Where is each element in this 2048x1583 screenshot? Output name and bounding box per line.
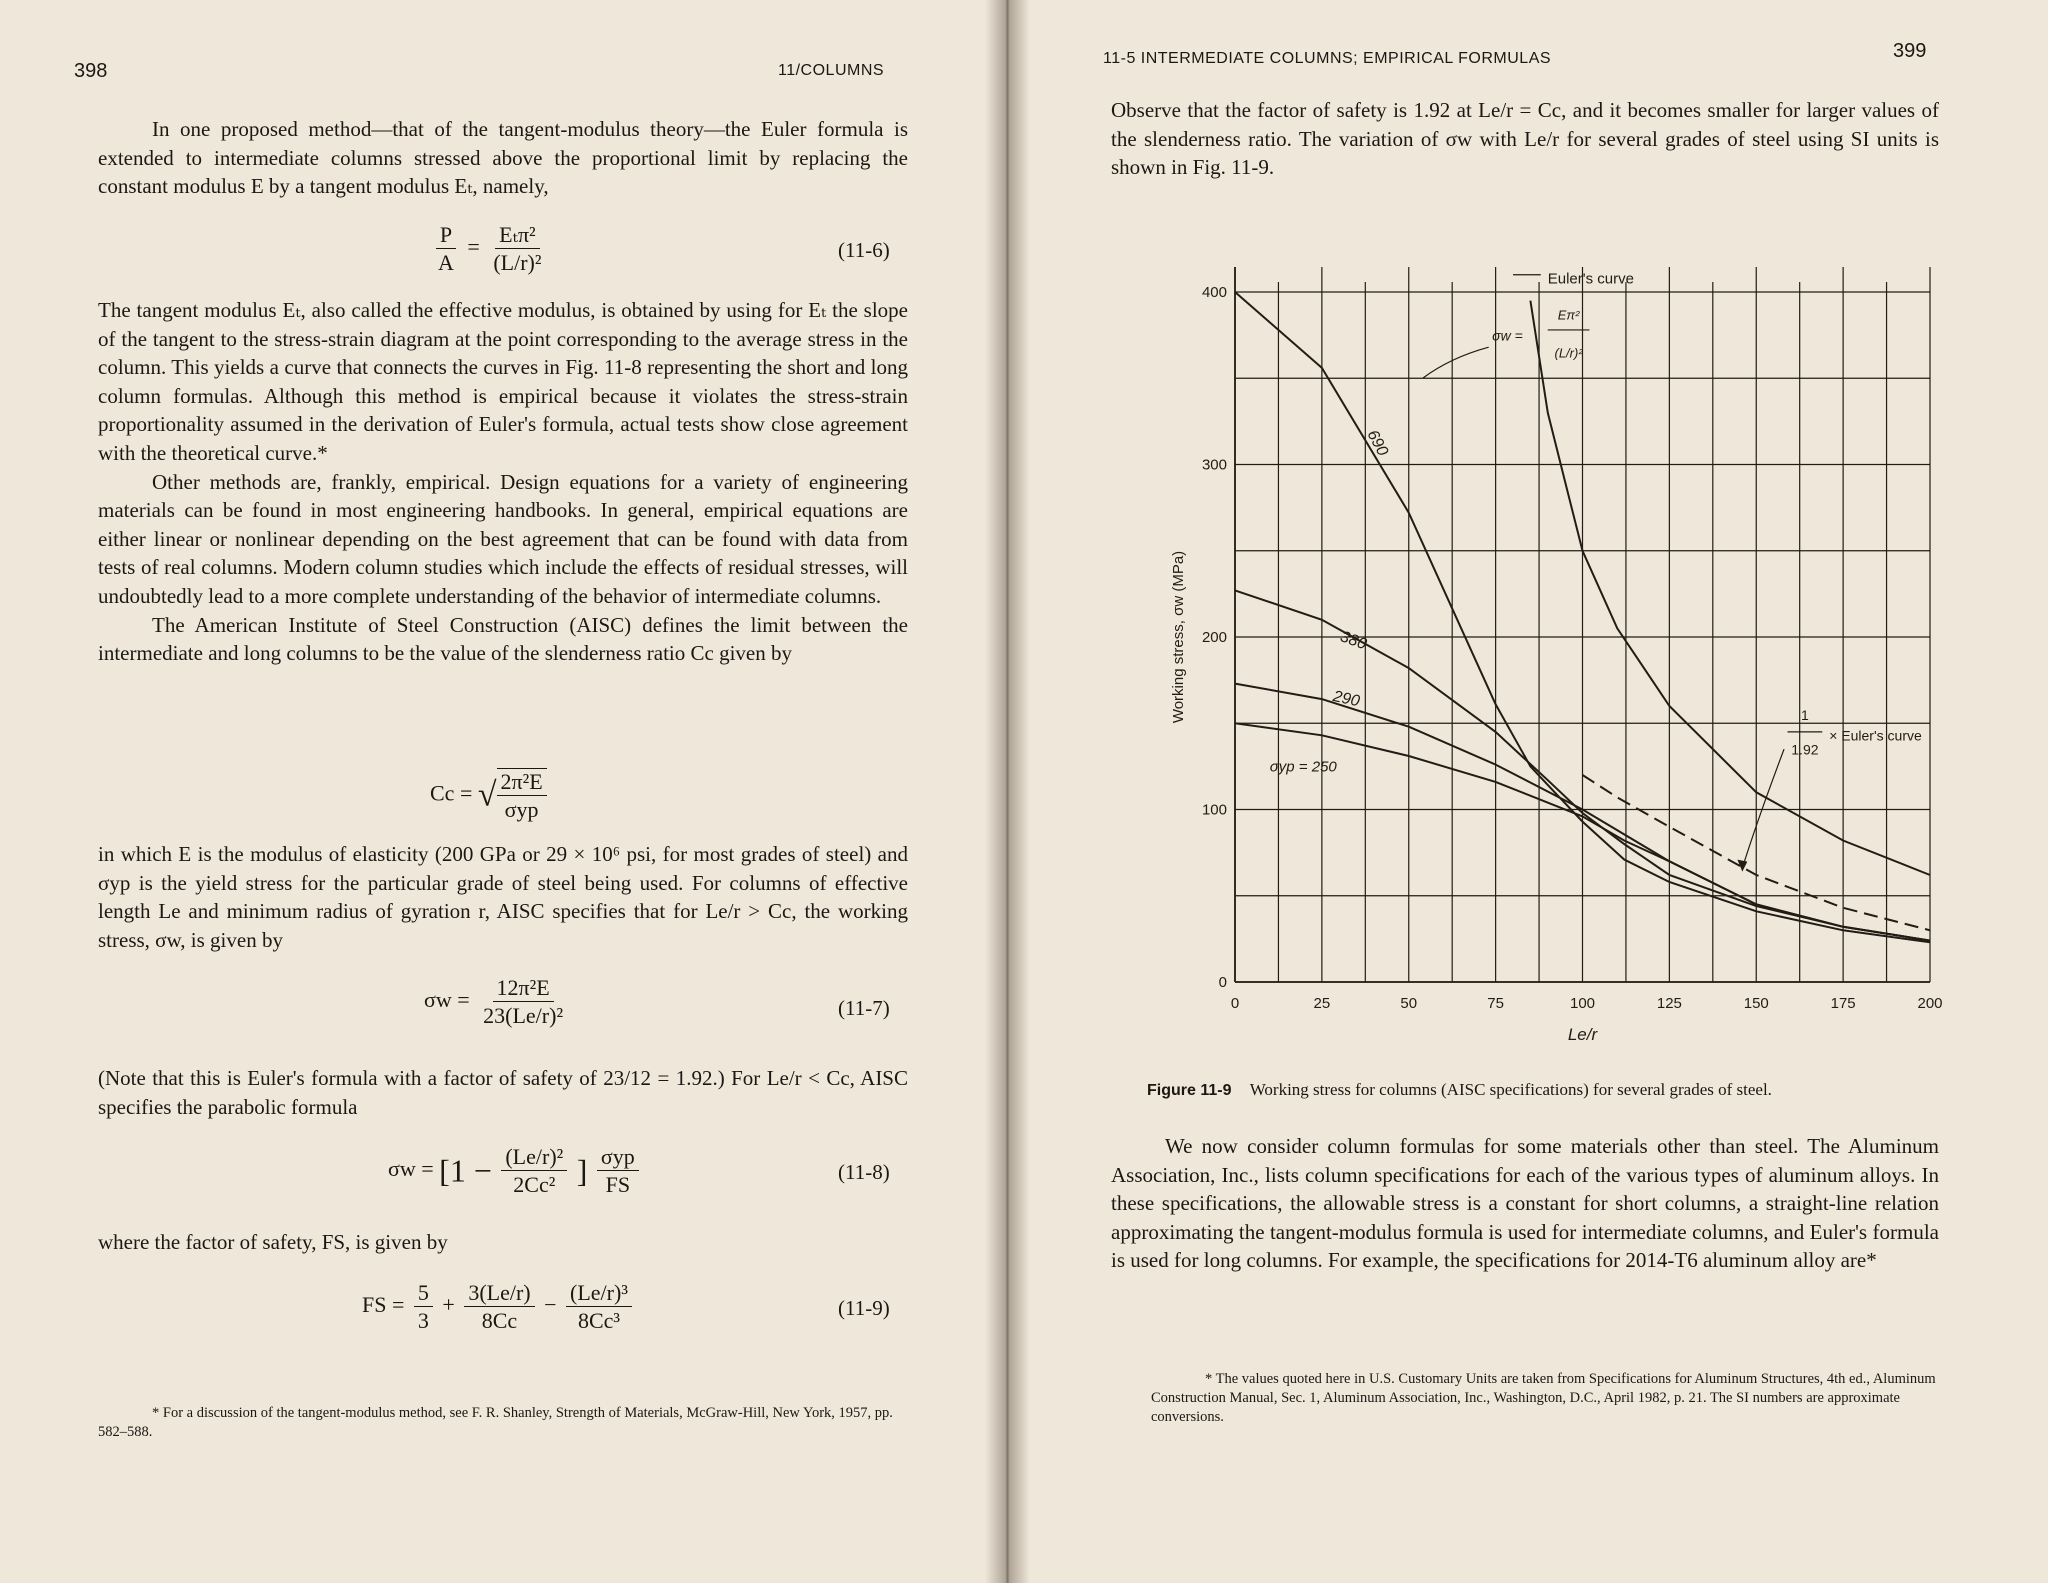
left-body-block-2: [98, 840, 908, 954]
eq-11-8-frac: [501, 1144, 567, 1198]
left-body-block-4: [98, 1228, 908, 1257]
eq-11-8-lhs: σw =: [388, 1155, 434, 1181]
eq-11-9-t2-den: 8Cc: [481, 1308, 518, 1334]
x-tick-label: 125: [1656, 995, 1682, 1012]
eq-cc-num: 2π²E: [497, 769, 547, 796]
x-tick-label: 0: [1230, 995, 1240, 1012]
chart-grid: [1235, 267, 1930, 982]
euler-formula-den: (L/r)²: [1554, 345, 1583, 361]
eq-11-8-den: 2Cc²: [513, 1172, 556, 1198]
left-body-block-3: [98, 1064, 908, 1121]
eq-11-8-den2: FS: [605, 1172, 631, 1198]
eq-11-8-num: (Le/r)²: [501, 1144, 567, 1171]
eq-11-8-frac2: [597, 1144, 639, 1198]
figure-caption-label: Figure 11-9: [1147, 1082, 1232, 1099]
reduced-euler-label: × Euler's curve: [1829, 727, 1922, 744]
equation-number-11-8: (11-8): [838, 1160, 890, 1184]
left-footnote: * For a discussion of the tangent-modulus method, see F. R. Shanley, Strength of Materials, McGraw-Hill, New York, 1957, pp. 582–588.: [98, 1405, 893, 1440]
eq-cc-den: σyp: [504, 797, 539, 823]
equation-11-7: [424, 975, 571, 1029]
eq-11-6-lhs-num: P: [436, 222, 456, 249]
sqrt-icon: √: [477, 776, 497, 814]
equation-number-11-6: (11-6): [838, 238, 890, 262]
series-curve: [1530, 301, 1930, 875]
x-tick-label: 100: [1569, 995, 1596, 1012]
x-tick-label: 25: [1313, 995, 1331, 1012]
series-label-290: 290: [1331, 688, 1362, 711]
eq-cc-lhs: Cc =: [430, 780, 473, 806]
left-para-3: Other methods are, frankly, empirical. Design equations for a variety of engineering materials can be found in most engineering handbooks. In general, empirical equations are either linear or nonlinear depending on the best agreement that can be found with data from tests of real columns. Modern column studies which include the effects of residual stresses, will undoubtedly lead to a more complete understanding of the behavior of intermediate columns.: [98, 469, 908, 608]
page-number-left: 398: [74, 60, 108, 82]
x-axis-label: Le/r: [1567, 1025, 1598, 1044]
right-para-2: We now consider column formulas for some materials other than steel. The Aluminum Association, Inc., lists column specifications for each of the various types of aluminum alloys. In these specifications, the allowable stress is a constant for short columns, a straight-line relation approximating the tangent-modulus formula is used for intermediate columns, and Euler's formula is used for long columns. For example, the specifications for 2014-T6 aluminum alloy are*: [1111, 1134, 1939, 1273]
eq-11-8-open: [1 −: [439, 1152, 492, 1189]
eq-11-8-close: ]: [576, 1152, 588, 1189]
left-para-2: The tangent modulus Eₜ, also called the effective modulus, is obtained by using for Eₜ the slope of the tangent to the stress-strain diagram at the point corresponding to the average stress in the column. This yields a curve that connects the curves in Fig. 11-8 representing the short and long column formulas. Although this method is empirical because it violates the stress-strain proportionality assumed in the derivation of Euler's formula, actual tests show close agreement with the theoretical curve.*: [98, 298, 908, 465]
eq-11-6-lhs-den: A: [438, 250, 454, 276]
eq-11-9-t1-num: 5: [414, 1280, 433, 1307]
right-page: [1005, 0, 2048, 1583]
equation-11-6: [430, 222, 549, 276]
eq-11-7-lhs: σw =: [424, 986, 470, 1012]
euler-formula-lhs: σw =: [1492, 327, 1523, 344]
y-tick-label: 0: [1218, 974, 1227, 991]
eq-11-7-den: 23(Le/r)²: [483, 1003, 564, 1029]
eq-11-7-num: 12π²E: [493, 975, 554, 1002]
euler-formula-num: Eπ²: [1557, 307, 1580, 323]
equation-11-8: [388, 1144, 643, 1198]
reduced-euler-den: 1.92: [1791, 741, 1819, 758]
book-gutter: [985, 0, 1030, 1583]
equation-number-11-9: (11-9): [838, 1296, 890, 1320]
equation-11-9: [362, 1280, 636, 1334]
right-body-block: [1111, 1132, 1939, 1275]
eq-11-9-t2: [464, 1280, 534, 1334]
right-footnote: * The values quoted here in U.S. Customary Units are taken from Specifications for Aluminum Structures, 4th ed., Aluminum Construction Manual, Sec. 1, Aluminum Association, Inc., Washington, D.C., April 1982, p. 21. The SI numbers are approximate conversions.: [1151, 1371, 1936, 1425]
eq-11-9-minus: −: [544, 1291, 557, 1317]
eq-11-6-rhs: [489, 222, 545, 276]
figure-caption: [1147, 1080, 2017, 1100]
y-tick-label: 200: [1201, 629, 1227, 646]
eq-11-9-t3-num: (Le/r)³: [566, 1280, 632, 1307]
y-tick-label: 300: [1201, 456, 1227, 474]
eq-11-6-equals: =: [467, 233, 480, 259]
eq-11-9-t1-den: 3: [417, 1308, 429, 1334]
figure-11-9-chart: [1005, 230, 2048, 1060]
reduced-euler-num: 1: [1801, 706, 1809, 723]
left-para-6: (Note that this is Euler's formula with a factor of safety of 23/12 = 1.92.) For Le/r < Cc, AISC specifies the parabolic formula: [98, 1066, 908, 1119]
eq-cc-radicand: [497, 768, 547, 823]
eq-11-6-rhs-den: (L/r)²: [493, 250, 542, 276]
right-para-1-block: [1111, 96, 1939, 182]
running-head-right: 11-5 INTERMEDIATE COLUMNS; EMPIRICAL FORMULAS: [1103, 50, 1552, 67]
eq-11-9-plus: +: [442, 1291, 455, 1317]
left-para-4: The American Institute of Steel Construction (AISC) defines the limit between the intermediate and long columns to be the value of the slenderness ratio Cc given by: [98, 612, 908, 666]
eq-11-6-rhs-num: Eₜπ²: [495, 222, 540, 249]
x-tick-label: 75: [1487, 995, 1504, 1012]
left-para-5: in which E is the modulus of elasticity (200 GPa or 29 × 10⁶ psi, for most grades of steel) and σyp is the yield stress for the particular grade of steel being used. For columns of effective length Le and minimum radius of gyration r, AISC specifies that for Le/r > Cc, the working stress, σw, is given by: [98, 842, 908, 952]
chart-labels: [1170, 270, 1943, 1044]
left-page: [0, 0, 1005, 1583]
series-label-690: 690: [1363, 427, 1392, 459]
euler-formula-leader: [1423, 347, 1489, 378]
x-tick-label: 200: [1917, 995, 1943, 1012]
series-label-250: σyp = 250: [1269, 758, 1337, 776]
left-para-1-block: [98, 115, 908, 201]
running-head-left: 11/COLUMNS: [778, 62, 885, 79]
eq-11-7-frac: [479, 975, 567, 1029]
y-tick-label: 100: [1201, 801, 1227, 819]
x-tick-label: 50: [1400, 995, 1418, 1012]
left-para-7: where the factor of safety, FS, is given by: [98, 1230, 448, 1254]
right-para-1: Observe that the factor of safety is 1.92 at Le/r = Cc, and it becomes smaller for larger values of the slenderness ratio. The variation of σw with Le/r for several grades of steel using SI units is shown in Fig. 11-9.: [1111, 98, 1939, 180]
equation-number-11-7: (11-7): [838, 996, 890, 1020]
page-number-right: 399: [1893, 40, 1927, 62]
y-tick-label: 400: [1201, 284, 1227, 301]
eq-11-9-t2-num: 3(Le/r): [464, 1280, 534, 1307]
equation-cc: [430, 768, 551, 823]
reduced-euler-leader: [1742, 749, 1784, 868]
eq-11-9-t1: [414, 1280, 433, 1334]
left-para-1: In one proposed method—that of the tangent-modulus theory—the Euler formula is extended to intermediate columns stressed above the proportional limit by replacing the constant modulus E by a tangent modulus Eₜ, namely,: [98, 117, 908, 199]
x-tick-label: 175: [1830, 995, 1856, 1012]
x-tick-label: 150: [1743, 995, 1769, 1012]
left-body-block-1: [98, 296, 908, 668]
eq-11-6-lhs: [434, 222, 458, 276]
figure-caption-text: Working stress for columns (AISC specifications) for several grades of steel.: [1249, 1080, 1772, 1099]
y-axis-label: Working stress, σw (MPa): [1170, 550, 1187, 724]
eq-11-9-t3-den: 8Cc³: [577, 1308, 620, 1334]
euler-curve-label: Euler's curve: [1547, 270, 1634, 288]
eq-11-8-num2: σyp: [597, 1144, 639, 1171]
eq-11-9-t3: [566, 1280, 632, 1334]
eq-11-9-lhs: FS =: [362, 1291, 405, 1317]
series-label-380: 380: [1337, 628, 1369, 654]
